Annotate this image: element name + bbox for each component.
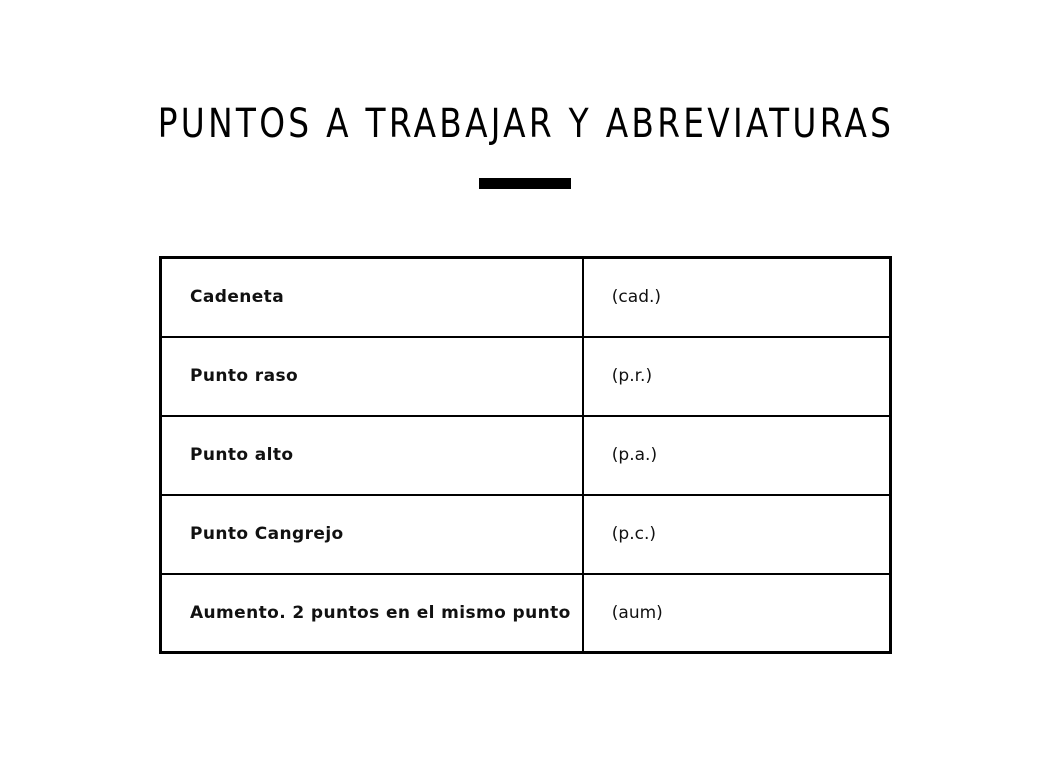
stitch-abbreviation-table bbox=[159, 256, 892, 654]
table-row bbox=[161, 495, 891, 574]
stitch-name-cell: Punto Cangrejo bbox=[161, 495, 583, 574]
stitch-abbreviation-cell: (p.r.) bbox=[583, 337, 891, 416]
stitch-abbreviation-cell: (p.c.) bbox=[583, 495, 891, 574]
stitch-name-cell: Aumento. 2 puntos en el mismo punto bbox=[161, 574, 583, 653]
table-row bbox=[161, 258, 891, 337]
stitch-name-cell: Cadeneta bbox=[161, 258, 583, 337]
table-row bbox=[161, 574, 891, 653]
table-row bbox=[161, 416, 891, 495]
stitch-name-cell: Punto raso bbox=[161, 337, 583, 416]
stitch-name-cell: Punto alto bbox=[161, 416, 583, 495]
page-title: PUNTOS A TRABAJAR Y ABREVIATURAS bbox=[157, 101, 895, 147]
stitch-abbreviation-cell: (cad.) bbox=[583, 258, 891, 337]
stitch-abbreviation-cell: (p.a.) bbox=[583, 416, 891, 495]
stitch-abbreviation-cell: (aum) bbox=[583, 574, 891, 653]
title-divider-bar bbox=[479, 178, 571, 189]
table-row bbox=[161, 337, 891, 416]
